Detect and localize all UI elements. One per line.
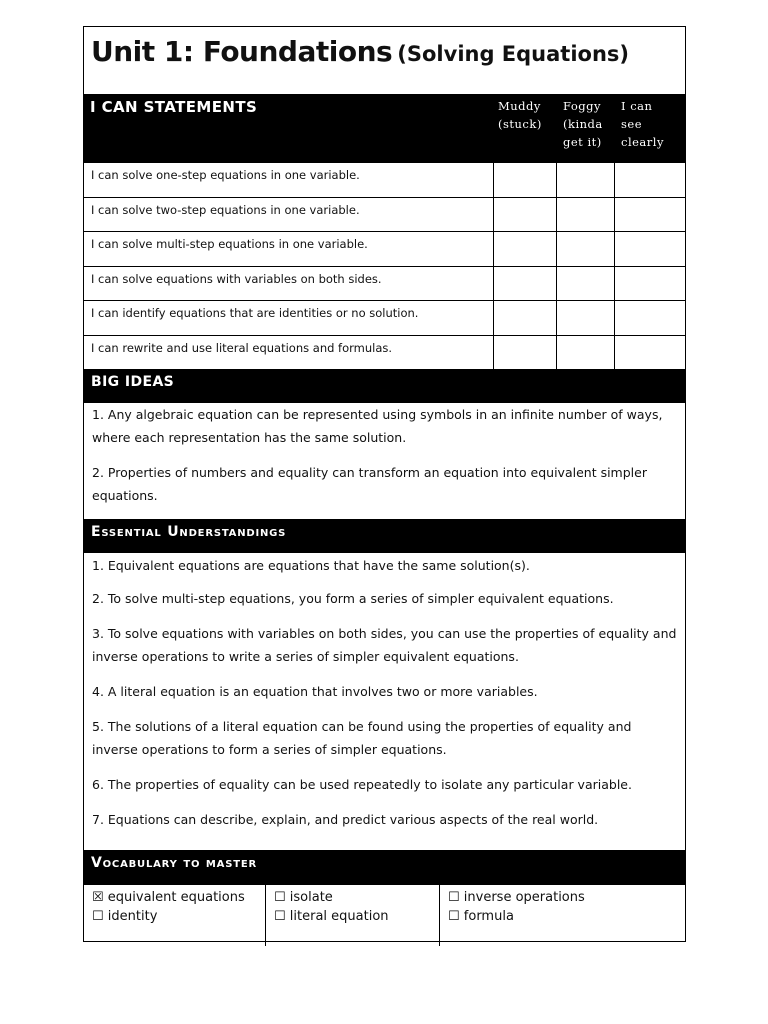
col-muddy-line1: Muddy [498,99,541,113]
muddy-cell[interactable] [494,336,557,370]
essential-item-5: 5. The solutions of a literal equation can be found using the properties of equality and inverse operations to form a series of simpler equations. [92,719,632,757]
vocab-col-1 [84,885,266,946]
essential-item-2: 2. To solve multi-step equations, you form a series of simpler equivalent equations. [92,591,614,606]
ican-statement: I can solve two-step equations in one variable. [84,198,494,232]
muddy-cell[interactable] [494,198,557,232]
big-ideas-bar [84,369,685,403]
foggy-cell[interactable] [557,301,615,335]
ican-statement: I can identify equations that are identities or no solution. [84,301,494,335]
table-row [84,197,685,232]
vocab-col-3 [440,885,685,946]
col-foggy-line2: (kinda [563,117,603,131]
ican-statement: I can rewrite and use literal equations and formulas. [84,336,494,370]
vocab-item[interactable]: ☐ identity [92,909,158,924]
essential-item-6: 6. The properties of equality can be used repeatedly to isolate any particular variable. [92,777,632,792]
essential-body [84,554,685,850]
table-row [84,231,685,266]
clearly-cell[interactable] [615,163,685,197]
essential-item-3: 3. To solve equations with variables on both sides, you can use the properties of equality and inverse operations to write a series of simpler equivalent equations. [92,626,677,664]
clearly-cell[interactable] [615,232,685,266]
title-main: Unit 1: Foundations [91,35,393,68]
vocab-bar [84,850,685,884]
col-foggy [557,95,615,162]
vocab-item[interactable]: ☒ equivalent equations [92,890,245,905]
foggy-cell[interactable] [557,336,615,370]
ican-statement: I can solve one-step equations in one variable. [84,163,494,197]
col-foggy-line3: get it) [563,135,602,149]
essential-bar [84,519,685,553]
foggy-cell[interactable] [557,267,615,301]
essential-item-7: 7. Equations can describe, explain, and predict various aspects of the real world. [92,812,599,827]
ican-header-bar [84,95,685,162]
col-muddy-line2: (stuck) [498,117,542,131]
clearly-cell[interactable] [615,198,685,232]
worksheet [83,26,686,942]
table-row [84,335,685,370]
muddy-cell[interactable] [494,232,557,266]
vocab-table [84,884,685,946]
col-clearly [615,95,685,162]
title-sub: (Solving Equations) [397,42,630,66]
vocab-item[interactable]: ☐ isolate [274,890,333,905]
col-foggy-line1: Foggy [563,99,601,113]
clearly-cell[interactable] [615,267,685,301]
clearly-cell[interactable] [615,301,685,335]
ican-header-label: I CAN STATEMENTS [90,98,258,116]
foggy-cell[interactable] [557,198,615,232]
table-row [84,300,685,335]
big-ideas-label: BIG IDEAS [91,374,175,390]
big-idea-1: 1. Any algebraic equation can be represented using symbols in an infinite number of ways, where each representation has the same solution. [92,407,663,445]
foggy-cell[interactable] [557,163,615,197]
vocab-item[interactable]: ☐ inverse operations [448,890,585,905]
muddy-cell[interactable] [494,267,557,301]
ican-statement: I can solve equations with variables on both sides. [84,267,494,301]
muddy-cell[interactable] [494,163,557,197]
col-muddy [494,95,557,162]
foggy-cell[interactable] [557,232,615,266]
col-clearly-line3: clearly [621,135,664,149]
table-row [84,266,685,301]
vocab-item[interactable]: ☐ formula [448,909,514,924]
table-row [84,162,685,197]
muddy-cell[interactable] [494,301,557,335]
essential-item-1: 1. Equivalent equations are equations that have the same solution(s). [92,558,530,573]
vocab-label: Vocabulary to master [91,855,257,871]
essential-label: Essential Understandings [91,524,287,540]
col-clearly-line1: I can [621,99,653,113]
essential-item-4: 4. A literal equation is an equation that involves two or more variables. [92,684,538,699]
clearly-cell[interactable] [615,336,685,370]
ican-statement: I can solve multi-step equations in one variable. [84,232,494,266]
col-clearly-line2: see [621,117,643,131]
vocab-item[interactable]: ☐ literal equation [274,909,389,924]
big-idea-2: 2. Properties of numbers and equality can transform an equation into equivalent simpler equations. [92,465,647,503]
ican-rows [84,162,685,369]
vocab-col-2 [266,885,440,946]
big-ideas-body [84,403,685,519]
page-title [84,27,685,95]
